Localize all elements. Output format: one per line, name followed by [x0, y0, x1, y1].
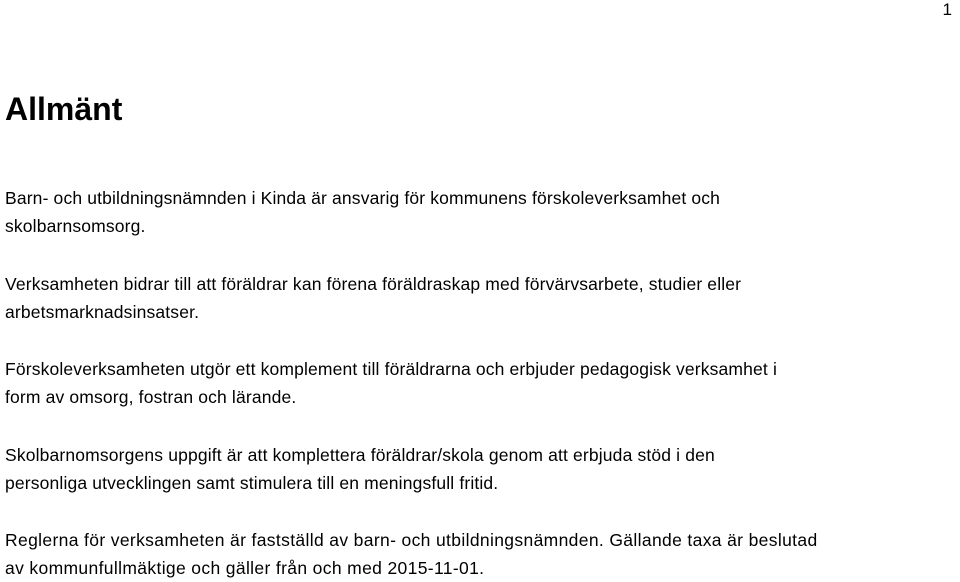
paragraph-line: Barn- och utbildningsnämnden i Kinda är ansvarig för kommunens förskoleverksamhet och — [5, 188, 721, 208]
page-number: 1 — [942, 0, 952, 19]
paragraph-line: Verksamheten bidrar till att föräldrar kan förena föräldraskap med förvärvsarbete, studier eller — [5, 274, 742, 294]
paragraph-line: personliga utvecklingen samt stimulera till en meningsfull fritid. — [5, 473, 499, 493]
paragraph-purpose — [5, 270, 955, 326]
paragraph-line: form av omsorg, fostran och lärande. — [5, 387, 297, 407]
paragraph-line: Förskoleverksamheten utgör ett komplement till föräldrarna och erbjuder pedagogisk verksamhet i — [5, 359, 777, 379]
paragraph-line: Skolbarnomsorgens uppgift är att komplettera föräldrar/skola genom att erbjuda stöd i den — [5, 445, 715, 465]
page-heading: Allmänt — [5, 91, 123, 127]
paragraph-school-age-care — [5, 441, 955, 497]
paragraph-line: av kommunfullmäktige och gäller från och med 2015-11-01. — [5, 558, 485, 578]
paragraph-line: Reglerna för verksamheten är fastställd av barn- och utbildningsnämnden. Gällande taxa är beslutad — [5, 530, 818, 550]
paragraph-responsibility — [5, 184, 955, 240]
paragraph-line: skolbarnsomsorg. — [5, 216, 146, 236]
paragraph-preschool — [5, 355, 955, 411]
paragraph-rules — [5, 526, 955, 582]
paragraph-line: arbetsmarknadsinsatser. — [5, 302, 200, 322]
